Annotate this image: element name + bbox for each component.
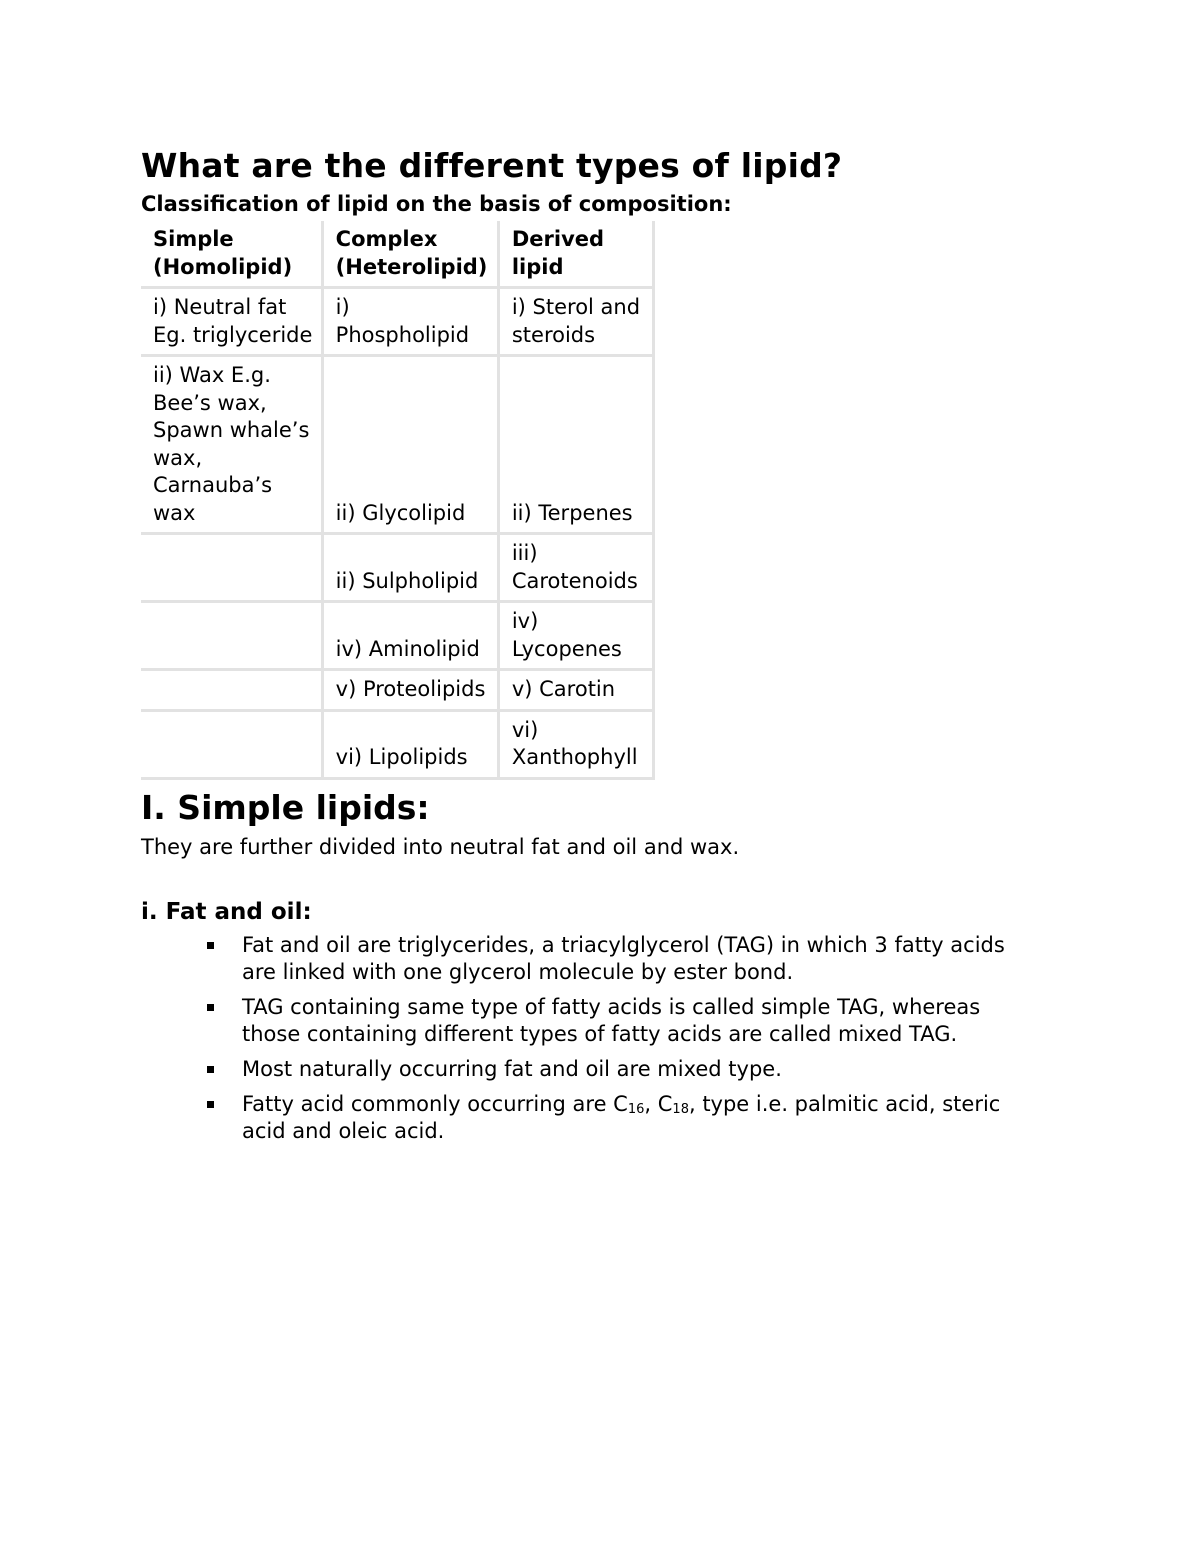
table-header-cell: Complex (Heterolipid) — [322, 221, 498, 288]
table-cell: v) Proteolipids — [322, 670, 498, 711]
table-row — [141, 288, 654, 356]
document-title: What are the different types of lipid? — [141, 146, 843, 185]
table-cell: ii) Wax E.g. Bee’s wax, Spawn whale’s wax, Carnauba’s wax — [141, 356, 322, 534]
table-cell — [141, 670, 322, 711]
subscript-18: 18 — [672, 1101, 689, 1117]
list-item-text: Most naturally occurring fat and oil are mixed type. — [242, 1056, 782, 1081]
list-item — [242, 1091, 1042, 1145]
table-cell — [141, 534, 322, 602]
square-bullet-icon — [207, 1066, 214, 1073]
list-item — [242, 1056, 1042, 1083]
list-item — [242, 994, 1042, 1048]
list-item-text-middle: , C — [644, 1091, 673, 1116]
list-item-text: Fat and oil are triglycerides, a triacylglycerol (TAG) in which 3 fatty acids are linked with one glycerol molecule by ester bond. — [242, 932, 1005, 984]
table-cell: i) Neutral fat Eg. triglyceride — [141, 288, 322, 356]
subsection-heading: i. Fat and oil: — [141, 898, 312, 925]
lipid-classification-table — [141, 221, 655, 780]
table-row — [141, 670, 654, 711]
square-bullet-icon — [207, 1004, 214, 1011]
table-cell: ii) Glycolipid — [322, 356, 498, 534]
classification-subtitle: Classification of lipid on the basis of composition: — [141, 192, 732, 216]
table-cell: i) Phospholipid — [322, 288, 498, 356]
document-page — [141, 146, 1061, 1153]
table-row — [141, 534, 654, 602]
table-cell: iii) Carotenoids — [498, 534, 653, 602]
list-item-text-after: , type i.e. palmitic acid, steric acid and oleic acid. — [242, 1091, 1001, 1143]
table-header-row — [141, 221, 654, 288]
list-item — [242, 932, 1042, 986]
square-bullet-icon — [207, 942, 214, 949]
subscript-16: 16 — [627, 1101, 645, 1117]
table-cell — [141, 710, 322, 778]
table-cell: iv) Aminolipid — [322, 602, 498, 670]
table-row — [141, 602, 654, 670]
table-cell: vi) Xanthophyll — [498, 710, 653, 778]
table-cell: ii) Terpenes — [498, 356, 653, 534]
table-cell: v) Carotin — [498, 670, 653, 711]
table-row — [141, 356, 654, 534]
table-header-cell: Simple (Homolipid) — [141, 221, 322, 288]
table-cell: i) Sterol and steroids — [498, 288, 653, 356]
table-header-cell: Derived lipid — [498, 221, 653, 288]
list-item-text-before: Fatty acid commonly occurring are C — [242, 1091, 628, 1116]
bullet-list — [141, 932, 1061, 1145]
table-cell: iv) Lycopenes — [498, 602, 653, 670]
table-cell: vi) Lipolipids — [322, 710, 498, 778]
section-heading: I. Simple lipids: — [141, 787, 430, 827]
table-row — [141, 710, 654, 778]
section-intro: They are further divided into neutral fat and oil and wax. — [141, 834, 740, 859]
table-cell: ii) Sulpholipid — [322, 534, 498, 602]
list-item-text: TAG containing same type of fatty acids is called simple TAG, whereas those containing different types of fatty acids are called mixed TAG. — [242, 994, 981, 1046]
square-bullet-icon — [207, 1101, 214, 1108]
table-cell — [141, 602, 322, 670]
